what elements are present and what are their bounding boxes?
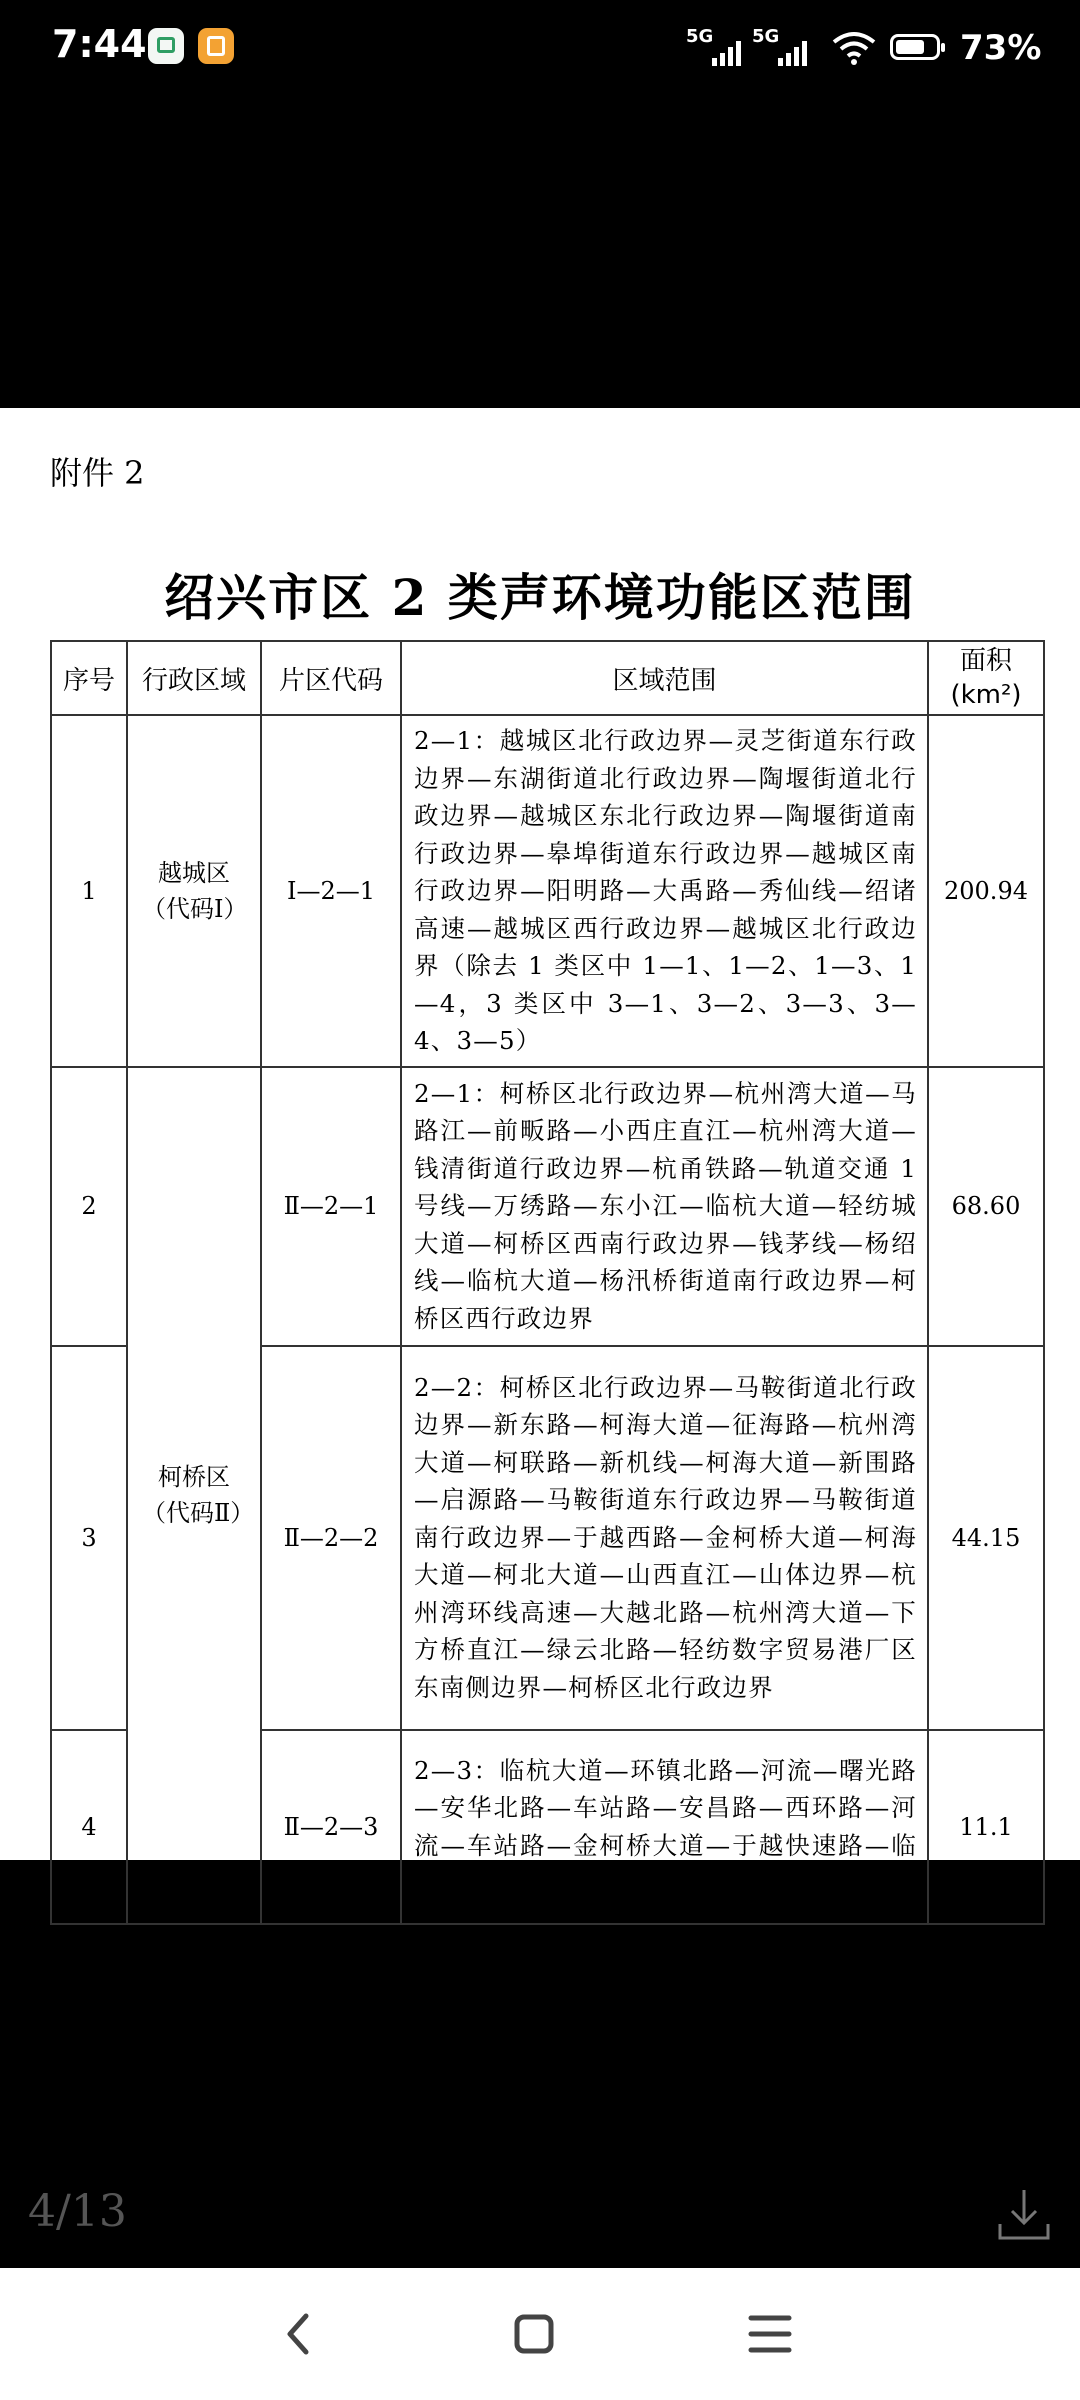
row-zone-code: Ⅰ—2—1 xyxy=(261,715,401,1067)
noise-zone-table xyxy=(50,640,1045,1925)
header-district: 行政区域 xyxy=(127,641,261,715)
header-area-label: 面积 xyxy=(959,646,1012,676)
row-range: 2—3：临杭大道—环镇北路—河流—曙光路—安华北路—车站路—安昌路—西环路—河流—车站路—金柯桥大道—于越快速路—临杭大道 xyxy=(401,1730,928,1924)
status-bar xyxy=(0,0,1080,100)
attachment-label: 附件 2 xyxy=(50,454,145,492)
table-row xyxy=(51,1067,1044,1346)
home-icon[interactable] xyxy=(494,2298,574,2370)
cell-signal-icon xyxy=(712,40,746,66)
signal-type-1: 5G xyxy=(686,26,714,47)
row-range: 2—2：柯桥区北行政边界—马鞍街道北行政边界—新东路—柯海大道—征海路—杭州湾大道—柯联路—新机线—柯海大道—新围路—启源路—马鞍街道东行政边界—马鞍街道南行政边界—于越西路—金柯桥大道—柯海大道—柯北大道—山西直江—山体边界—杭州湾环线高速—大越北路—杭州湾大道—下方桥直江—绿云北路—轻纺数字贸易港厂区东南侧边界—柯桥区北行政边界 xyxy=(401,1346,928,1730)
battery-icon xyxy=(890,34,940,60)
row-index: 1 xyxy=(51,715,127,1067)
table-header-row xyxy=(51,641,1044,715)
row-index: 2 xyxy=(51,1067,127,1346)
row-range: 2—1：柯桥区北行政边界—杭州湾大道—马路江—前畈路—小西庄直江—杭州湾大道—钱清街道行政边界—杭甬铁路—轨道交通 1 号线—万绣路—东小江—临杭大道—轻纺城大道—柯桥区西南行政边界—钱茅线—杨绍线—临杭大道—杨汛桥街道南行政边界—柯桥区西行政边界 xyxy=(401,1067,928,1346)
back-icon[interactable] xyxy=(258,2298,338,2370)
header-range: 区域范围 xyxy=(401,641,928,715)
row-district: 越城区（代码Ⅰ） xyxy=(127,715,261,1067)
row-area: 11.1 xyxy=(928,1730,1044,1924)
wifi-icon xyxy=(832,30,876,66)
row-zone-code: Ⅱ—2—1 xyxy=(261,1067,401,1346)
header-index: 序号 xyxy=(51,641,127,715)
battery-percentage: 73% xyxy=(960,28,1042,68)
row-zone-code: Ⅱ—2—3 xyxy=(261,1730,401,1924)
row-index: 3 xyxy=(51,1346,127,1730)
table-row xyxy=(51,715,1044,1067)
page-indicator: 4/13 xyxy=(28,2186,127,2237)
download-icon[interactable] xyxy=(994,2184,1054,2244)
cell-signal-icon xyxy=(778,40,812,66)
status-time: 7:44 xyxy=(52,22,147,66)
header-zone-code: 片区代码 xyxy=(261,641,401,715)
row-district: 柯桥区（代码Ⅱ） xyxy=(127,1067,261,1924)
row-zone-code: Ⅱ—2—2 xyxy=(261,1346,401,1730)
row-area: 44.15 xyxy=(928,1346,1044,1730)
row-index: 4 xyxy=(51,1730,127,1924)
row-area: 200.94 xyxy=(928,715,1044,1067)
notes-app-notification-icon xyxy=(198,28,234,64)
document-page[interactable] xyxy=(0,408,1080,1897)
home-app-notification-icon xyxy=(148,28,184,64)
document-title: 绍兴市区 2 类声环境功能区范围 xyxy=(164,568,916,627)
recent-apps-icon[interactable] xyxy=(730,2298,810,2370)
signal-type-2: 5G xyxy=(752,26,780,47)
row-area: 68.60 xyxy=(928,1067,1044,1346)
header-area-unit: (km²) xyxy=(950,680,1022,710)
row-range: 2—1：越城区北行政边界—灵芝街道东行政边界—东湖街道北行政边界—陶堰街道北行政边界—越城区东北行政边界—陶堰街道南行政边界—皋埠街道东行政边界—越城区南行政边界—阳明路—大禹路—秀仙线—绍诸高速—越城区西行政边界—越城区北行政边界（除去 1 类区中 1—1、1—2、1—3、1—4，3 类区中 3—1、3—2、3—3、3—4、3—5） xyxy=(401,715,928,1067)
header-area xyxy=(928,641,1044,715)
system-navigation-bar xyxy=(0,2268,1080,2400)
